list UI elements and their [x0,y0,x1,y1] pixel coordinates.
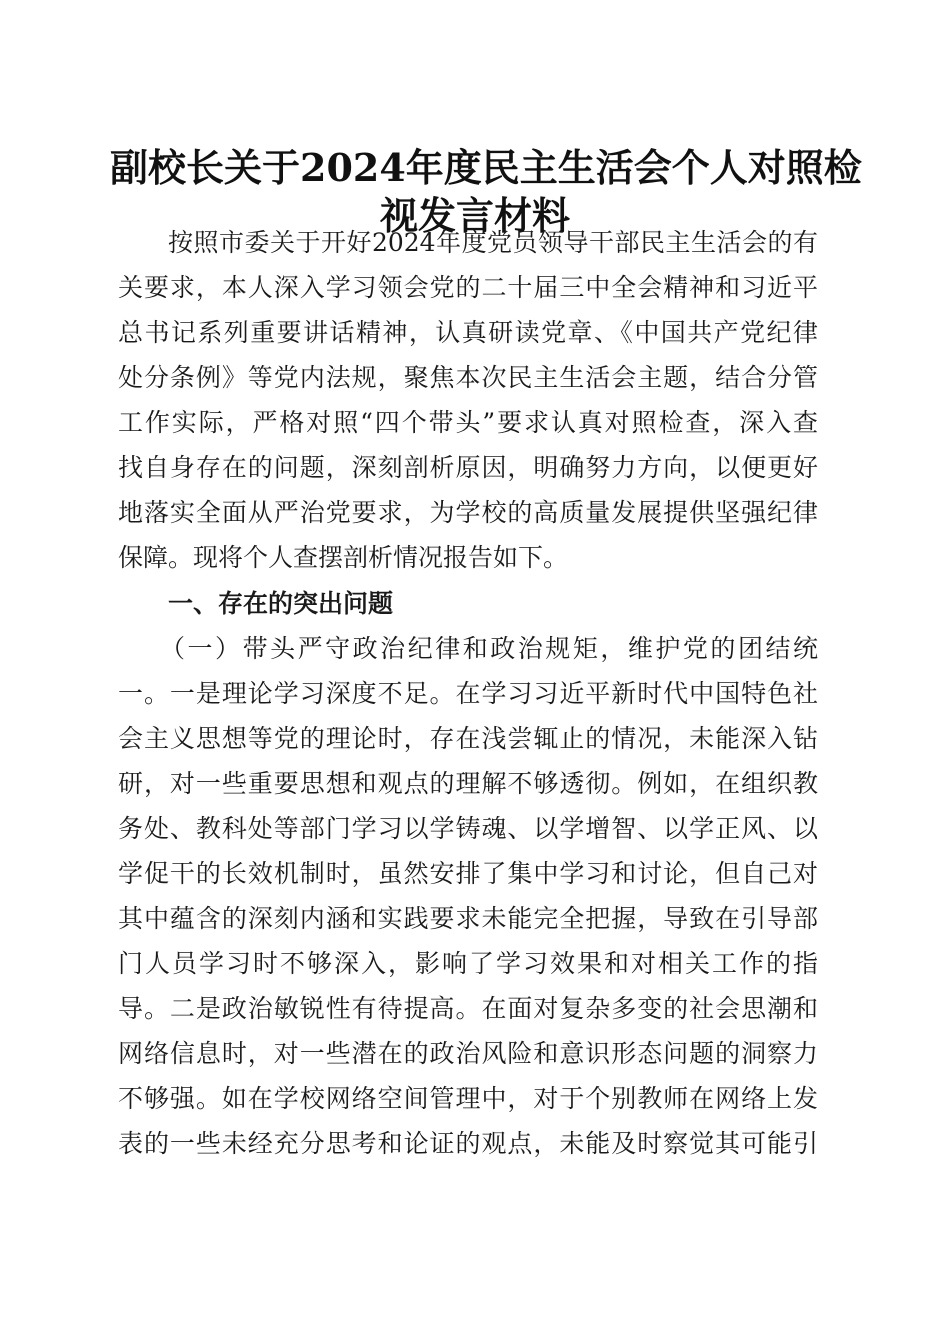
subsection-line-11: 不够强。如在学校网络空间管理中，对于个别教师在网络上发 [118,1084,818,1113]
subsection-line-1: （一）带头严守政治纪律和政治规矩，维护党的团结统 [160,634,818,663]
intro-line-5: 工作实际，严格对照“四个带头”要求认真对照检查，深入查 [118,408,818,437]
subsection-line-10: 网络信息时，对一些潜在的政治风险和意识形态问题的洞察力 [118,1039,818,1068]
section-heading: 一、存在的突出问题 [168,589,394,618]
subsection-line-7: 其中蕴含的深刻内涵和实践要求未能完全把握，导致在引导部 [118,904,818,933]
document-title-line-2: 视发言材料 [379,193,570,238]
subsection-line-8: 门人员学习时不够深入，影响了学习效果和对相关工作的指 [118,949,818,978]
intro-line-8: 保障。现将个人查摆剖析情况报告如下。 [118,543,569,572]
intro-line-7: 地落实全面从严治党要求，为学校的高质量发展提供坚强纪律 [118,498,818,527]
subsection-line-6: 学促干的长效机制时，虽然安排了集中学习和讨论，但自己对 [118,859,818,888]
intro-line-4: 处分条例》等党内法规，聚焦本次民主生活会主题，结合分管 [118,363,818,392]
subsection-line-9: 导。二是政治敏锐性有待提高。在面对复杂多变的社会思潮和 [118,994,818,1023]
subsection-line-4: 研，对一些重要思想和观点的理解不够透彻。例如，在组织教 [118,769,818,798]
subsection-line-3: 会主义思想等党的理论时，存在浅尝辄止的情况，未能深入钻 [118,724,818,753]
subsection-line-12: 表的一些未经充分思考和论证的观点，未能及时察觉其可能引 [118,1129,818,1158]
intro-line-1: 按照市委关于开好2024年度党员领导干部民主生活会的有 [168,228,818,257]
subsection-line-5: 务处、教科处等部门学习以学铸魂、以学增智、以学正风、以 [118,814,818,843]
document-title-line-1: 副校长关于2024年度民主生活会个人对照检 [110,145,862,190]
intro-line-2: 关要求，本人深入学习领会党的二十届三中全会精神和习近平 [118,273,818,302]
intro-line-3: 总书记系列重要讲话精神，认真研读党章、《中国共产党纪律 [118,318,818,347]
subsection-line-2: 一。一是理论学习深度不足。在学习习近平新时代中国特色社 [118,679,818,708]
intro-line-6: 找自身存在的问题，深刻剖析原因，明确努力方向，以便更好 [118,453,818,482]
